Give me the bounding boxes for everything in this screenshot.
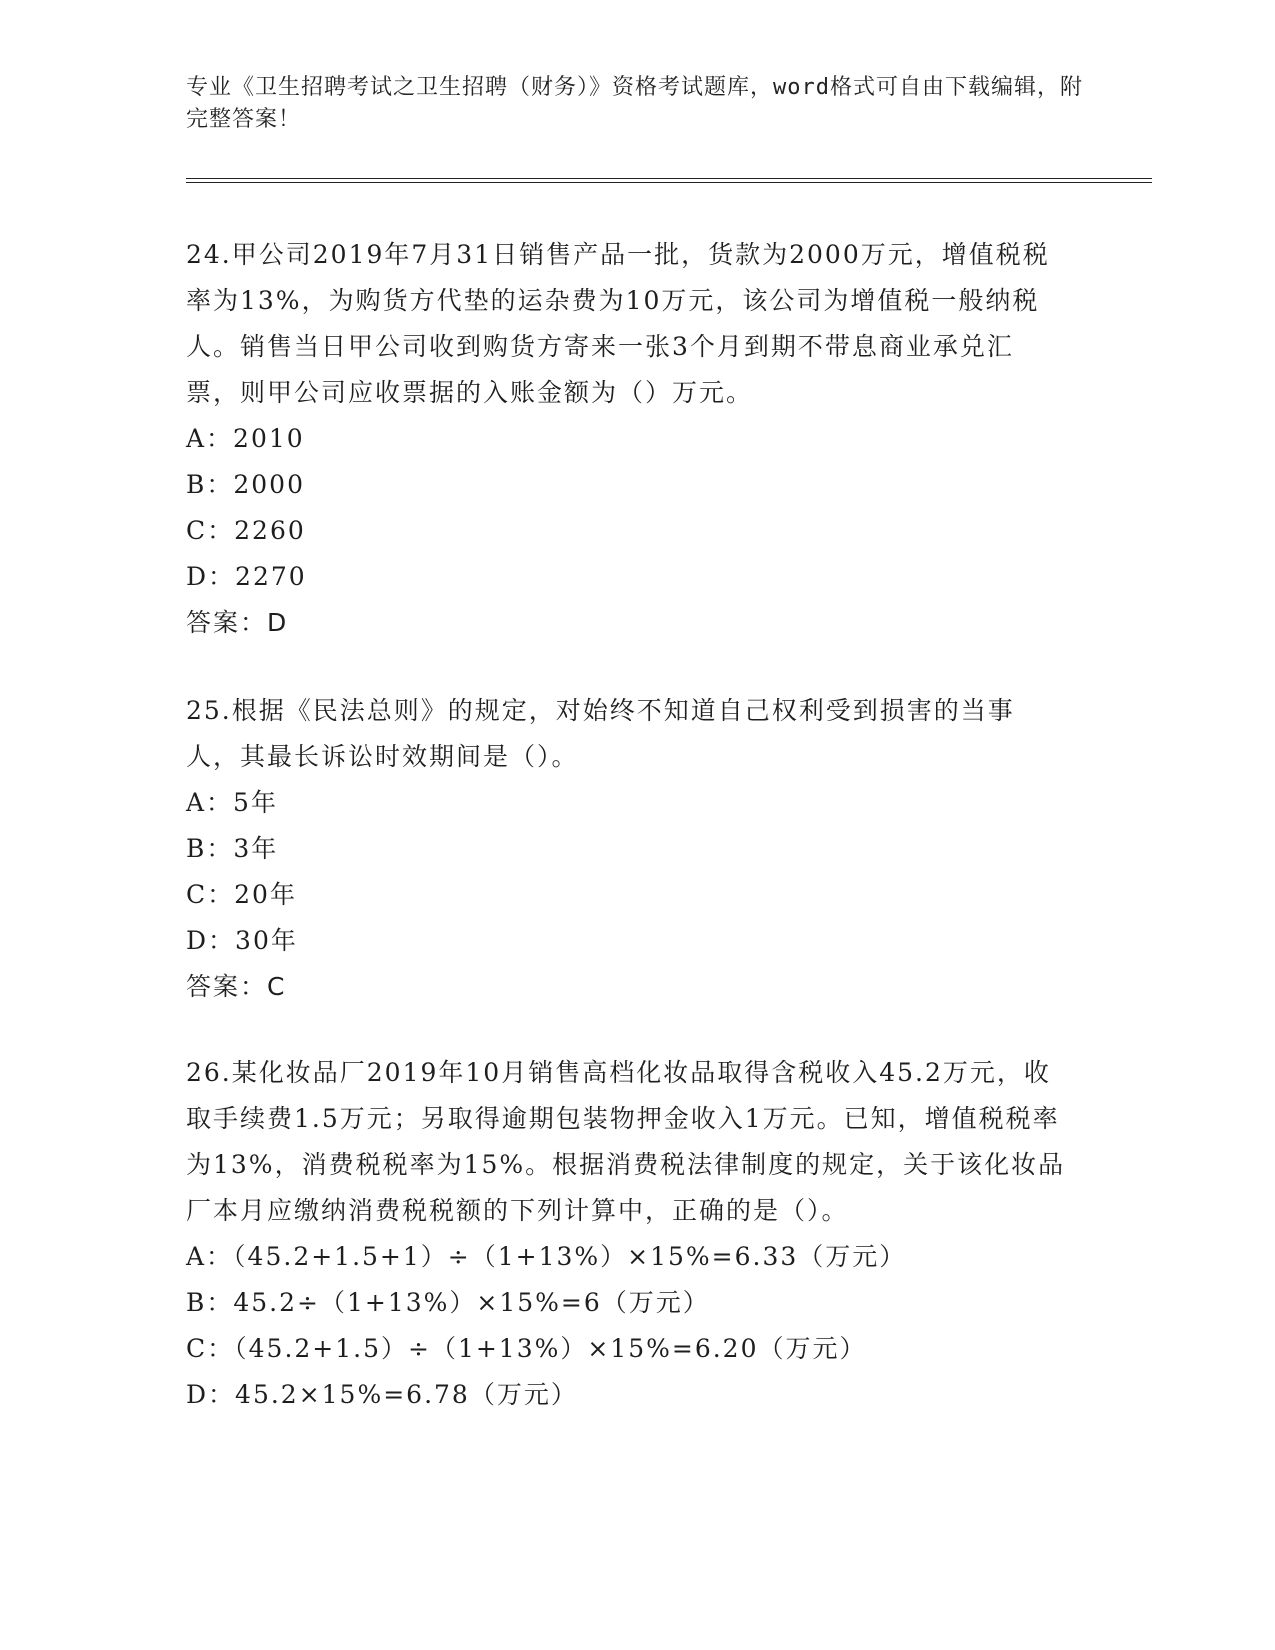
question-26 <box>186 1050 1066 1418</box>
question-25 <box>186 688 1066 1010</box>
option-a: A：5年 <box>186 788 278 817</box>
option-a: A：（45.2+1.5+1）÷（1+13%）×15%=6.33（万元） <box>186 1242 907 1271</box>
header-divider-top <box>186 178 1152 179</box>
question-stem: 24.甲公司2019年7月31日销售产品一批，货款为2000万元，增值税税率为13%，为购货方代垫的运杂费为10万元，该公司为增值税一般纳税人。销售当日甲公司收到购货方寄来一张3个月到期不带息商业承兑汇票，则甲公司应收票据的入账金额为（）万元。 <box>186 240 1050 407</box>
header-divider-bottom <box>186 182 1152 183</box>
answer-label: 答案：C <box>186 972 287 1001</box>
answer-label: 答案：D <box>186 608 289 637</box>
header-intro: 专业《卫生招聘考试之卫生招聘（财务）》资格考试题库，word格式可自由下载编辑，附完整答案！ <box>186 75 1083 132</box>
option-b: B：45.2÷（1+13%）×15%=6（万元） <box>186 1288 710 1317</box>
option-c: C：20年 <box>186 880 297 909</box>
option-a: A：2010 <box>186 424 305 453</box>
option-b: B：2000 <box>186 470 305 499</box>
option-d: D：45.2×15%=6.78（万元） <box>186 1380 578 1409</box>
option-c: C：2260 <box>186 516 306 545</box>
option-c: C：（45.2+1.5）÷（1+13%）×15%=6.20（万元） <box>186 1334 867 1363</box>
question-stem: 25.根据《民法总则》的规定，对始终不知道自己权利受到损害的当事人，其最长诉讼时效期间是（）。 <box>186 696 1015 771</box>
question-stem: 26.某化妆品厂2019年10月销售高档化妆品取得含税收入45.2万元，收取手续费1.5万元；另取得逾期包装物押金收入1万元。已知，增值税税率为13%，消费税税率为15%。根据消费税法律制度的规定，关于该化妆品厂本月应缴纳消费税税额的下列计算中，正确的是（）。 <box>186 1058 1066 1225</box>
option-d: D：30年 <box>186 926 298 955</box>
option-b: B：3年 <box>186 834 279 863</box>
option-d: D：2270 <box>186 562 307 591</box>
question-24 <box>186 232 1066 646</box>
